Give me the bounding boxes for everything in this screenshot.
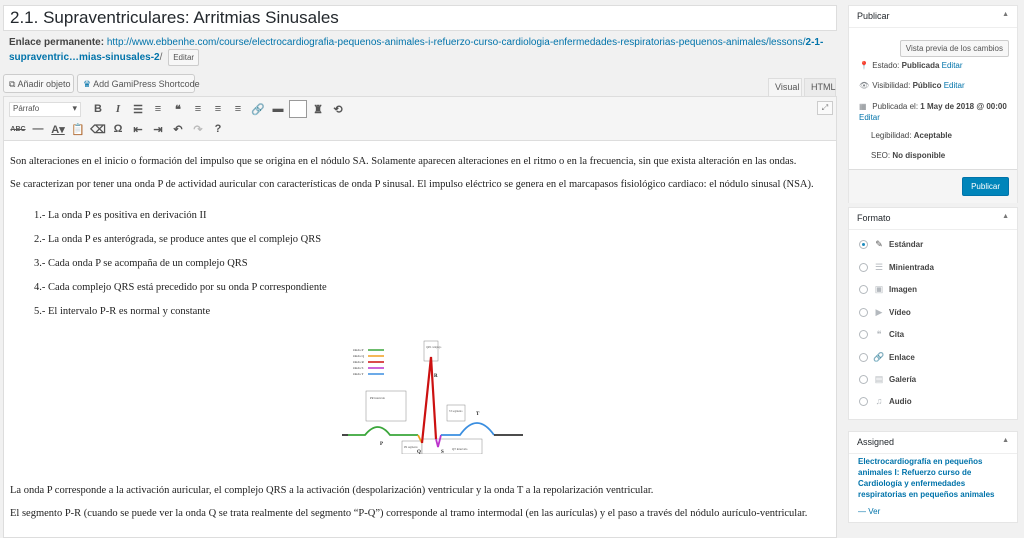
pin-icon: 📍 [859, 61, 869, 70]
qt-interval-label: QT intervalo [452, 447, 468, 451]
date-edit-link[interactable]: Editar [859, 113, 880, 122]
media-icon: ⧉ [9, 79, 18, 89]
fullscreen-icon[interactable]: ⤢ [817, 101, 833, 115]
list-item: 4.- Cada complejo QRS está precedido por su onda P correspondiente [34, 282, 327, 293]
st-box [447, 405, 465, 421]
add-media-label: Añadir objeto [17, 79, 71, 89]
format-label: Cita [889, 330, 905, 339]
label-t: T [476, 412, 480, 417]
format-label: Audio [889, 396, 912, 406]
horizontal-line-icon[interactable]: — [32, 123, 44, 135]
calendar-icon: ▦ [859, 102, 867, 111]
redo-icon[interactable]: ↷ [193, 123, 203, 136]
permalink-label: Enlace permanente: [9, 37, 105, 48]
format-option-link[interactable] [859, 352, 915, 363]
format-title: Formato [857, 213, 891, 223]
paragraph-1: Son alteraciones en el inicio o formación del impulso que se origina en el nódulo SA. Solamente aparecen alteraciones en el ritmo o en la frecuencia, sin que exista alteración en las ondas. [10, 156, 797, 167]
refresh-icon[interactable]: ⟲ [333, 103, 343, 116]
italic-icon[interactable]: I [115, 103, 121, 115]
radio-icon[interactable] [859, 308, 868, 317]
format-box [848, 207, 1018, 420]
bold-icon[interactable]: B [94, 103, 102, 115]
quote-icon: ❝ [876, 329, 882, 339]
align-right-icon[interactable]: ≡ [234, 103, 242, 115]
editor-tabs [768, 78, 838, 96]
legend-p: Onda P [353, 348, 364, 352]
toolbar-row-1 [9, 99, 349, 119]
format-header[interactable] [849, 208, 1017, 230]
readability-value: Aceptable [913, 131, 952, 140]
paragraph-2: Se caracterizan por tener una onda P de actividad auricular con características de onda P sinusal. El impulso eléctrico se genera en el marcapasos fisiológico cardiaco: el nódulo sinusal (NSA). [10, 179, 814, 190]
paragraph-4: El segmento P-R (cuando se puede ver la onda Q se trata realmente del segmento “P-Q”) corresponde al tramo intermodal (en las aurículas) y el paso a través del nódulo aurículo-ventricular. [10, 508, 808, 519]
indent-icon[interactable]: ⇥ [153, 123, 163, 136]
status-value: Publicada [901, 61, 940, 70]
readability-label: Legibilidad: [871, 131, 912, 140]
paragraph-3: La onda P corresponde a la activación auricular, el complejo QRS a la activación (despolarización) ventricular y la onda T a la repolarización ventricular. [10, 485, 654, 496]
permalink-slug: 2-1-supraventric…mias-sinusales-2 [9, 37, 824, 64]
seo-value: No disponible [892, 151, 946, 160]
list-item: 1.- La onda P es positiva en derivación II [34, 210, 207, 221]
outdent-icon[interactable]: ⇤ [133, 123, 143, 136]
numbered-list-icon[interactable]: ≡ [154, 103, 162, 115]
gamipress-label: Add GamiPress Shortcode [93, 79, 200, 89]
visibility-label: Visibilidad: [872, 81, 911, 90]
list-item: 3.- Cada onda P se acompaña de un complejo QRS [34, 258, 248, 269]
undo-icon[interactable]: ↶ [173, 123, 183, 136]
format-label: Minientrada [889, 263, 934, 272]
seo-row [861, 151, 945, 160]
publish-box [848, 5, 1018, 203]
format-option-gallery[interactable] [859, 374, 916, 385]
editor-toolbar [4, 97, 836, 141]
gamipress-icon: ♛ [83, 79, 94, 89]
legend-s: Onda S [353, 366, 364, 370]
label-s: S [441, 450, 444, 454]
clear-formatting-icon[interactable]: ⌫ [90, 123, 106, 136]
criteria-list [34, 209, 830, 319]
assigned-title: Assigned [857, 437, 895, 447]
gamipress-shortcode-button[interactable] [77, 74, 200, 93]
format-select[interactable]: Párrafo ▾ [9, 102, 81, 117]
gallery-icon: ▤ [874, 374, 884, 384]
video-icon: ▶ [875, 307, 883, 317]
bullet-list-icon[interactable]: ☰ [133, 103, 143, 116]
read-more-icon[interactable]: ▬ [272, 103, 284, 115]
date-label: Publicada el: [872, 102, 919, 111]
editor-area[interactable] [3, 96, 837, 538]
radio-icon[interactable] [859, 353, 868, 362]
label-q: Q [417, 450, 421, 454]
collapse-icon[interactable]: ▲ [1002, 11, 1009, 18]
pr-segment-label: PR segmento [404, 446, 418, 449]
date-row [849, 101, 1014, 123]
t-wave [441, 423, 494, 435]
format-option-video[interactable] [859, 307, 911, 318]
radio-icon[interactable] [859, 330, 868, 339]
publish-header[interactable] [849, 6, 1017, 28]
blockquote-icon[interactable]: ❝ [175, 103, 181, 116]
format-option-image[interactable] [859, 284, 917, 295]
legend-r: Onda R [353, 360, 364, 364]
format-option-quote[interactable] [859, 329, 904, 340]
paste-text-icon[interactable]: 📋 [71, 123, 85, 136]
align-center-icon[interactable]: ≡ [214, 103, 222, 115]
permalink-url: http://www.ebbenhe.com/course/electrocardiografia-pequenos-animales-i-refuerzo-curso-cardiologia-enfermedades-respiratorias-pequenos-animales/lessons/ [106, 37, 806, 48]
post-title-input[interactable]: 2.1. Supraventriculares: Arritmias Sinusales [3, 5, 837, 31]
permalink-slash: / [159, 52, 163, 64]
link-icon: 🔗 [873, 352, 885, 362]
list-item: 5.- El intervalo P-R es normal y constante [34, 306, 211, 317]
pin-icon: ✎ [875, 239, 883, 249]
readability-row [861, 131, 952, 140]
status-row [849, 61, 963, 70]
audio-icon: ♫ [875, 396, 883, 406]
date-value: 1 May de 2018 @ 00:00 [920, 102, 1007, 111]
preview-button[interactable]: Vista previa de los cambios [900, 40, 1009, 57]
visibility-edit-link[interactable]: Editar [943, 81, 965, 90]
format-label: Vídeo [889, 308, 911, 317]
align-left-icon[interactable]: ≡ [194, 103, 202, 115]
format-label: Galería [889, 375, 917, 384]
collapse-icon[interactable]: ▲ [1002, 213, 1009, 220]
visibility-value: Público [912, 81, 942, 90]
st-label: ST segmento [449, 410, 463, 413]
label-r: R [434, 374, 438, 379]
aside-icon: ☰ [874, 262, 884, 272]
format-option-standard[interactable] [859, 239, 923, 250]
radio-icon[interactable] [859, 285, 868, 294]
format-label: Estándar [889, 240, 924, 249]
legend-t: Onda T [353, 372, 364, 376]
tab-visual[interactable]: Visual [768, 78, 802, 96]
format-option-audio[interactable] [859, 396, 912, 406]
permalink-edit-button[interactable]: Editar [168, 49, 199, 66]
permalink-link[interactable] [9, 37, 823, 63]
collapse-icon[interactable]: ▲ [1002, 437, 1009, 444]
visibility-row [849, 81, 965, 90]
seo-label: SEO: [871, 151, 891, 160]
toolbar-toggle-icon[interactable] [289, 100, 307, 118]
toolbar-row-2 [9, 119, 229, 139]
special-char-icon[interactable]: Ω [113, 123, 123, 135]
qrs-label: QRS complejo [426, 346, 442, 349]
radio-icon[interactable] [859, 397, 868, 406]
format-option-aside[interactable] [859, 262, 934, 273]
ecg-legend [353, 348, 384, 376]
publish-title: Publicar [857, 11, 890, 21]
format-label: Enlace [889, 353, 915, 362]
pr-interval-label: PR intervalo [370, 396, 386, 400]
add-media-button[interactable] [3, 74, 74, 93]
strikethrough-icon[interactable]: ABC [10, 125, 26, 133]
p-wave [348, 427, 418, 435]
legend-q: Onda Q [353, 354, 364, 358]
view-link[interactable]: — Ver [858, 507, 881, 516]
text-color-icon[interactable]: A▾ [51, 123, 65, 136]
link-icon[interactable]: 🔗 [251, 103, 265, 116]
stamp-icon[interactable]: ♜ [313, 103, 323, 116]
assigned-box [848, 431, 1018, 523]
r-wave [422, 357, 436, 443]
radio-icon[interactable] [859, 263, 868, 272]
permalink [9, 36, 829, 66]
tab-html[interactable]: HTML [804, 78, 836, 96]
label-p: P [380, 442, 384, 447]
status-label: Estado: [872, 61, 900, 70]
eye-icon: 👁 [859, 81, 870, 90]
help-icon[interactable]: ? [214, 123, 222, 135]
assigned-course-link[interactable]: Electrocardiografía en pequeños animales I: Refuerzo curso de Cardiología y enfermedades respiratorias en pequeños animales [858, 457, 995, 499]
status-edit-link[interactable]: Editar [941, 61, 963, 70]
image-icon: ▣ [874, 284, 884, 294]
ecg-diagram [340, 339, 525, 454]
assigned-header[interactable] [849, 432, 1017, 454]
list-item: 2.- La onda P es anterógrada, se produce antes que el complejo QRS [34, 234, 322, 245]
format-label: Imagen [889, 285, 918, 294]
publish-button[interactable]: Publicar [962, 177, 1009, 196]
radio-icon[interactable] [859, 375, 868, 384]
radio-icon[interactable] [859, 240, 868, 249]
